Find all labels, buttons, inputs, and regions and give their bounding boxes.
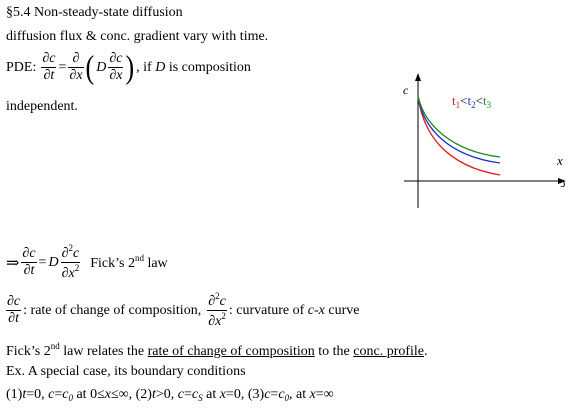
graph-y-label: c [403,83,409,97]
time-legend: $t_1<t_2<t_3$ [452,93,492,110]
fick-dc-dt-fraction: $\frac{\partial c}{\partial t}$ [22,246,36,278]
graph-x-label: x [557,153,563,168]
implies-arrow: ⇒ [6,254,20,272]
right-paren: ) [125,48,135,85]
d-dx-fraction: $\frac{\partial}{\partial x}$ [69,51,83,83]
pde-condition: , if D is composition [136,59,251,75]
curvature-fraction: $\frac{\partial^2c}{\partial x^2}$ [208,291,226,329]
y-axis-arrowhead [415,73,421,81]
pde-label: PDE: [6,59,37,75]
intro-line: diffusion flux & conc. gradient vary with time. [6,29,269,44]
legend-t3: $t_3$ [482,93,492,110]
curvature-text: : curvature of c-x curve [228,302,360,318]
rate-dc-dt-fraction: $\frac{\partial c}{\partial t}$ [7,294,21,326]
pde-equation [6,48,251,85]
fick-d2c-dx2-fraction: $\frac{\partial^2c}{\partial x^2}$ [61,243,80,281]
diffusivity-symbol: D [96,59,107,75]
fick-law-label: Fick’s 2nd law [90,253,168,271]
rate-of-change-underlined: rate of change of composition [147,344,315,359]
dc-dt-fraction: $\frac{\partial c}{\partial t}$ [42,51,56,83]
legend-t2: $t_2$ [467,93,476,110]
ficks-second-law: ⇒ $\frac{\partial c}{\partial t}$ = D $\frac{\partial^2c}{\partial x^2}$ Fick’s 2nd law [6,243,168,281]
example-line: Ex. A special case, its boundary conditions [6,364,246,379]
dc-dx-fraction: $\frac{\partial c}{\partial x}$ [109,51,123,83]
equals-sign: = [58,59,67,75]
relates-line: Fick’s 2nd law relates the rate of change of composition to the conc. profile. [6,341,428,359]
conc-profile-underlined: conc. profile [353,344,425,359]
x-axis-end-glyph: c [560,176,566,190]
rate-curvature-line [6,292,359,329]
fick-D-symbol: D [48,254,59,270]
rate-text: : rate of change of composition, [23,302,202,318]
left-paren: ( [85,48,95,85]
independent-line: independent. [6,99,78,114]
legend-t1: $t_1$ [452,93,461,110]
section-heading: §5.4 Non-steady-state diffusion [6,5,183,20]
boundary-conditions: (1)t=0, $c=c_0$ at 0≤x≤∞, (2)t>0, $c=c_S$ at x=0, $(3)c=c_0$, at x=∞ [6,387,334,403]
